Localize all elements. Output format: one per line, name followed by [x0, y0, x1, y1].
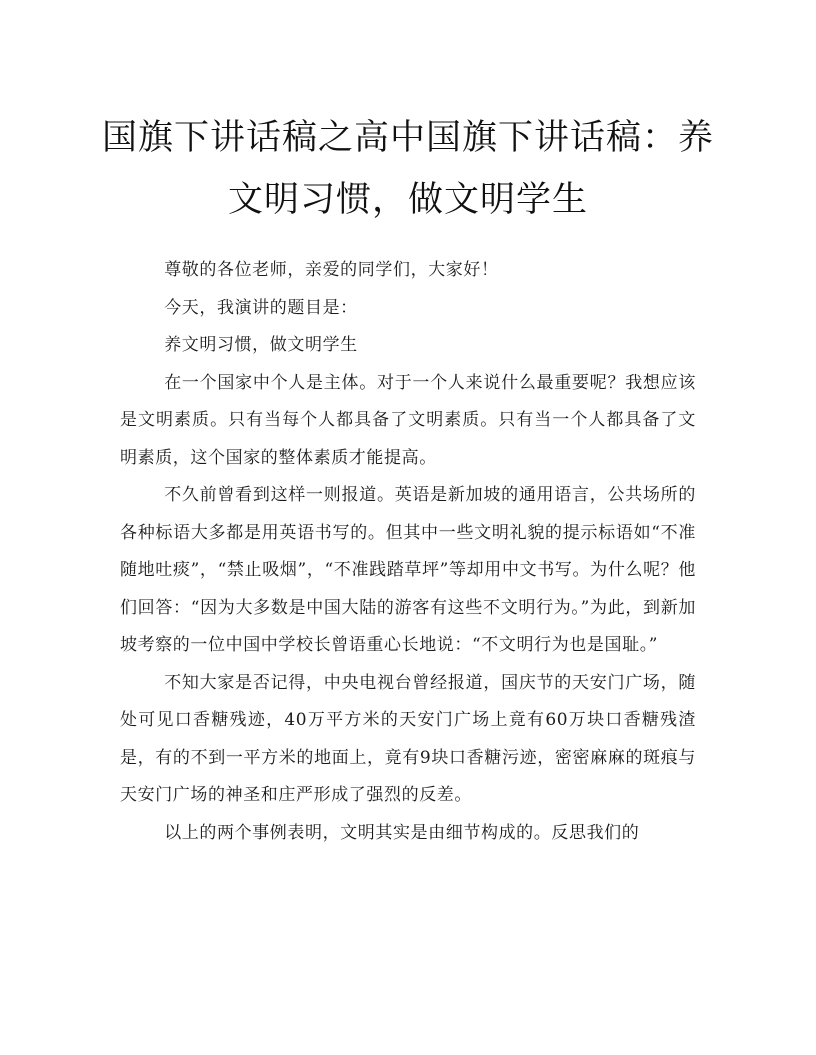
document-title-line-2: 文明习惯，做文明学生	[227, 180, 588, 220]
body-paragraph: 不久前曾看到这样一则报道。英语是新加坡的通用语言，公共场所的各种标语大多都是用英语书写的。但其中一些文明礼貌的提示标语如“不准随地吐痰”，“禁止吸烟”，“不准践踏草坪”等却用中文书写。为什么呢？他们回答：“因为大多数是中国大陆的游客有这些不文明行为。”为此，到新加坡考察的一位中国中学校长曾语重心长地说：“不文明行为也是国耻。”	[120, 485, 696, 655]
body-paragraph: 以上的两个事例表明，文明其实是由细节构成的。反思我们的	[164, 822, 640, 843]
body-paragraph: 不知大家是否记得，中央电视台曾经报道，国庆节的天安门广场，随处可见口香糖残迹，40万平方米的天安门广场上竟有60万块口香糖残渣是，有的不到一平方米的地面上，竟有9块口香糖污迹，密密麻麻的斑痕与天安门广场的神圣和庄严形成了强烈的反差。	[120, 672, 696, 805]
document-body	[120, 252, 696, 852]
body-paragraph: 在一个国家中个人是主体。对于一个人来说什么最重要呢？我想应该是文明素质。只有当每个人都具备了文明素质。只有当一个人都具备了文明素质，这个国家的整体素质才能提高。	[120, 372, 696, 468]
greeting-paragraph: 尊敬的各位老师，亲爱的同学们，大家好！	[164, 260, 499, 280]
document-title-line-1: 国旗下讲话稿之高中国旗下讲话稿：养	[101, 118, 714, 158]
topic-paragraph: 养文明习惯，做文明学生	[164, 335, 358, 355]
intro-paragraph: 今天，我演讲的题目是：	[164, 297, 358, 318]
